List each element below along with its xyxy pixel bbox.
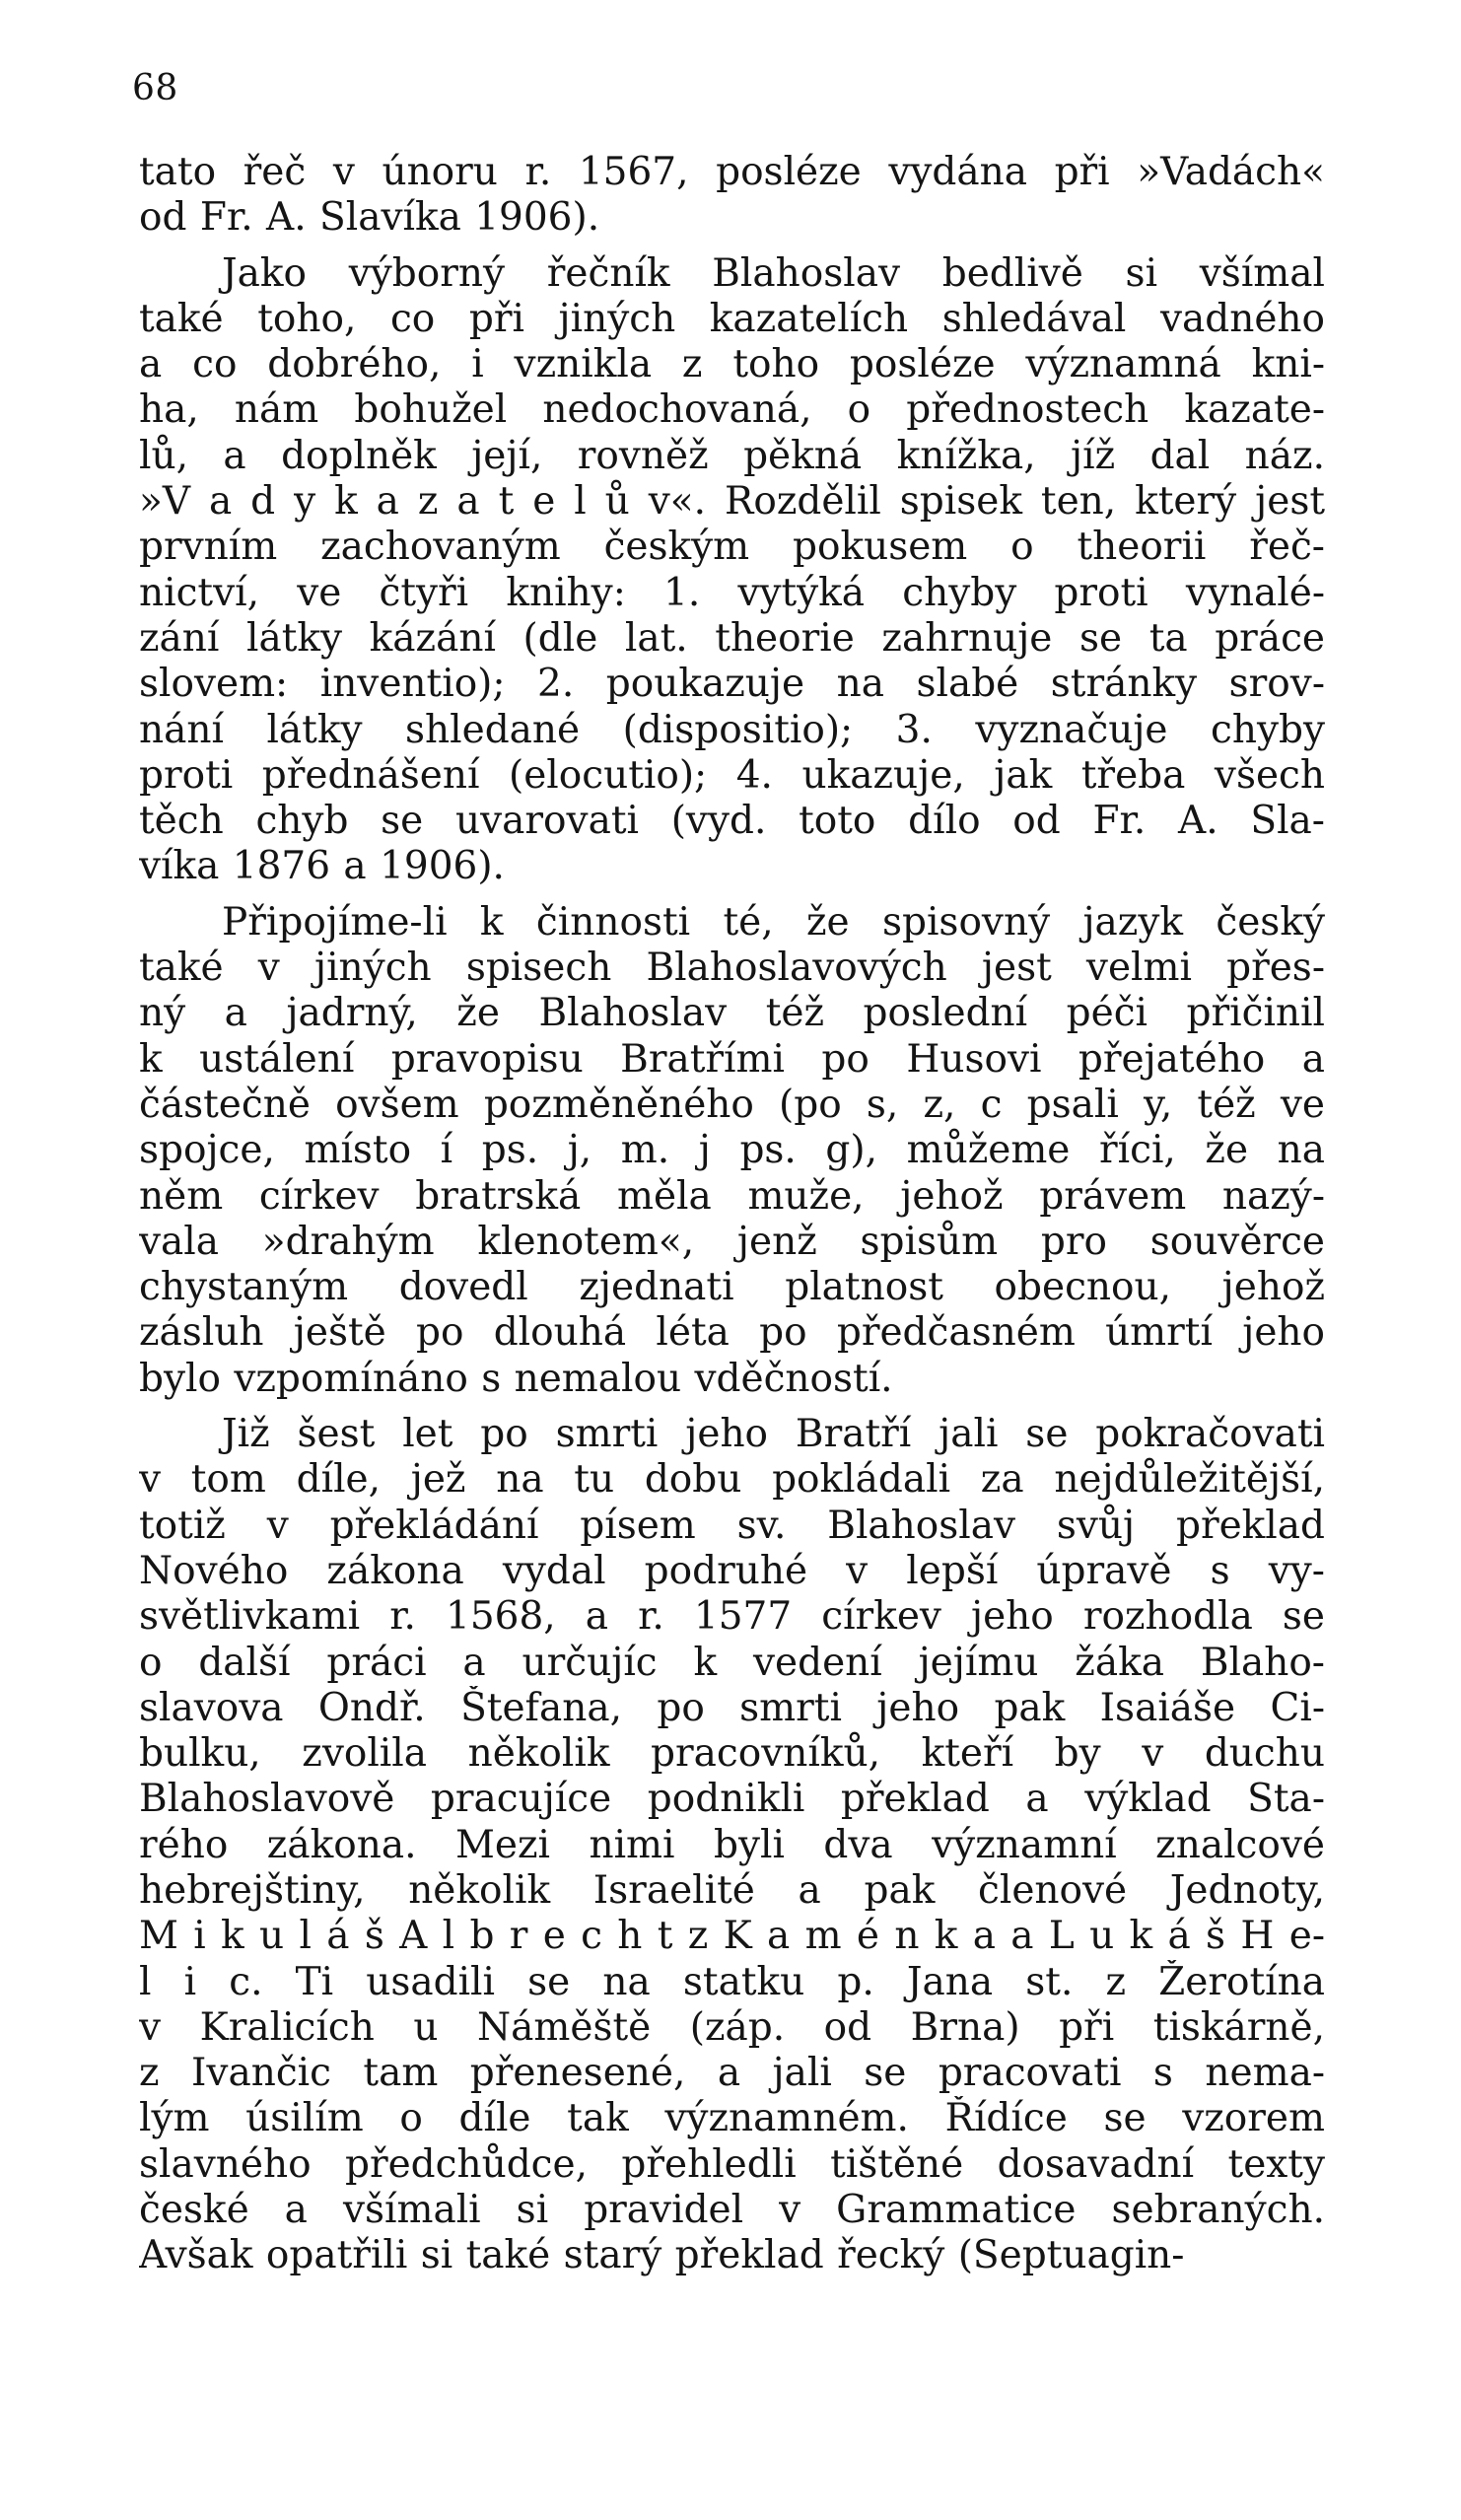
text-line: také toho, co při jiných kazatelích shledával vadného: [139, 296, 1325, 341]
text-line: o další práci a určujíc k vedení jejímu žáka Blaho-: [139, 1640, 1325, 1685]
paragraph: [139, 900, 1325, 1402]
text-line: a co dobrého, i vznikla z toho posléze významná kni-: [139, 342, 1325, 387]
text-line: Blahoslavově pracujíce podnikli překlad a výklad Sta-: [139, 1777, 1325, 1822]
text-line: zání látky kázání (dle lat. theorie zahrnuje se ta práce: [139, 615, 1325, 661]
text-line: ha, nám bohužel nedochovaná, o přednostech kazate-: [139, 387, 1325, 433]
text-line: l i c. Ti usadili se na statku p. Jana st. z Žerotína: [139, 1959, 1325, 2004]
text-line: Připojíme-li k činnosti té, že spisovný jazyk český: [222, 899, 1325, 945]
text-line: spojce, místo í ps. j, m. j ps. g), můžeme říci, že na: [139, 1128, 1325, 1173]
text-line: něm církev bratrská měla muže, jehož právem nazý-: [139, 1173, 1325, 1219]
page-number: 68: [132, 68, 178, 108]
text-line: Nového zákona vydal podruhé v lepší úpravě s vy-: [139, 1548, 1325, 1593]
text-line: Již šest let po smrti jeho Bratří jali se pokračovati: [222, 1412, 1325, 1457]
text-line: nání látky shledané (dispositio); 3. vyznačuje chyby: [139, 707, 1325, 752]
text-line: od Fr. A. Slavíka 1906).: [139, 195, 600, 241]
text-line: slavného předchůdce, přehledli tištěné dosavadní texty: [139, 2141, 1325, 2187]
text-line: bylo vzpomínáno s nemalou vděčností.: [139, 1356, 893, 1401]
text-line: proti přednášení (elocutio); 4. ukazuje, jak třeba všech: [139, 752, 1325, 798]
text-line: víka 1876 a 1906).: [139, 844, 505, 889]
text-line: rého zákona. Mezi nimi byli dva významní znalcové: [139, 1822, 1325, 1867]
paragraph: [139, 1412, 1325, 2279]
text-line: zásluh ještě po dlouhá léta po předčasném úmrtí jeho: [139, 1310, 1325, 1356]
text-line: lým úsilím o díle tak významném. Řídíce se vzorem: [139, 2096, 1325, 2141]
text-line: slovem: inventio); 2. poukazuje na slabé stránky srov-: [139, 662, 1325, 707]
text-line: hebrejštiny, několik Israelité a pak členové Jednoty,: [139, 1867, 1325, 1913]
text-line: »V a d y k a z a t e l ů v«. Rozdělil spisek ten, který jest: [139, 479, 1325, 525]
paragraph: [139, 251, 1325, 890]
text-line: z Ivančic tam přenesené, a jali se pracovati s nema-: [139, 2051, 1325, 2096]
text-line: v Kralicích u Náměště (záp. od Brna) při tiskárně,: [139, 2004, 1325, 2050]
text-line: v tom díle, jež na tu dobu pokládali za nejdůležitější,: [139, 1457, 1325, 1503]
text-line: M i k u l á š A l b r e c h t z K a m é n k a a L u k á š H e-: [139, 1914, 1325, 1959]
text-line: k ustálení pravopisu Bratřími po Husovi přejatého a: [139, 1036, 1325, 1082]
text-line: slavova Ondř. Štefana, po smrti jeho pak Isaiáše Ci-: [139, 1685, 1325, 1730]
text-line: vala »drahým klenotem«, jenž spisům pro souvěrce: [139, 1219, 1325, 1264]
text-line: české a všímali si pravidel v Grammatice sebraných.: [139, 2188, 1325, 2233]
text-line: těch chyb se uvarovati (vyd. toto dílo od Fr. A. Sla-: [139, 799, 1325, 844]
text-line: částečně ovšem pozměněného (po s, z, c psali y, též ve: [139, 1082, 1325, 1127]
text-line: lů, a doplněk její, rovněž pěkná knížka, jíž dal náz.: [139, 433, 1325, 478]
text-line: ný a jadrný, že Blahoslav též poslední péči přičinil: [139, 991, 1325, 1036]
text-line: chystaným dovedl zjednati platnost obecnou, jehož: [139, 1265, 1325, 1310]
paragraph: [139, 150, 1325, 242]
text-line: tato řeč v únoru r. 1567, posléze vydána při »Vadách«: [139, 150, 1325, 194]
text-line: nictví, ve čtyři knihy: 1. vytýká chyby proti vynalé-: [139, 570, 1325, 615]
text-line: také v jiných spisech Blahoslavových jest velmi přes-: [139, 945, 1325, 991]
text-line: prvním zachovaným českým pokusem o theorii řeč-: [139, 525, 1325, 570]
text-line: bulku, zvolila několik pracovníků, kteří by v duchu: [139, 1731, 1325, 1777]
body-text: [139, 150, 1325, 2279]
text-line: totiž v překládání písem sv. Blahoslav svůj překlad: [139, 1503, 1325, 1548]
text-line: světlivkami r. 1568, a r. 1577 církev jeho rozhodla se: [139, 1594, 1325, 1640]
text-line: Jako výborný řečník Blahoslav bedlivě si všímal: [222, 250, 1325, 296]
text-line: Avšak opatřili si také starý překlad řecký (Septuagin-: [139, 2233, 1185, 2278]
